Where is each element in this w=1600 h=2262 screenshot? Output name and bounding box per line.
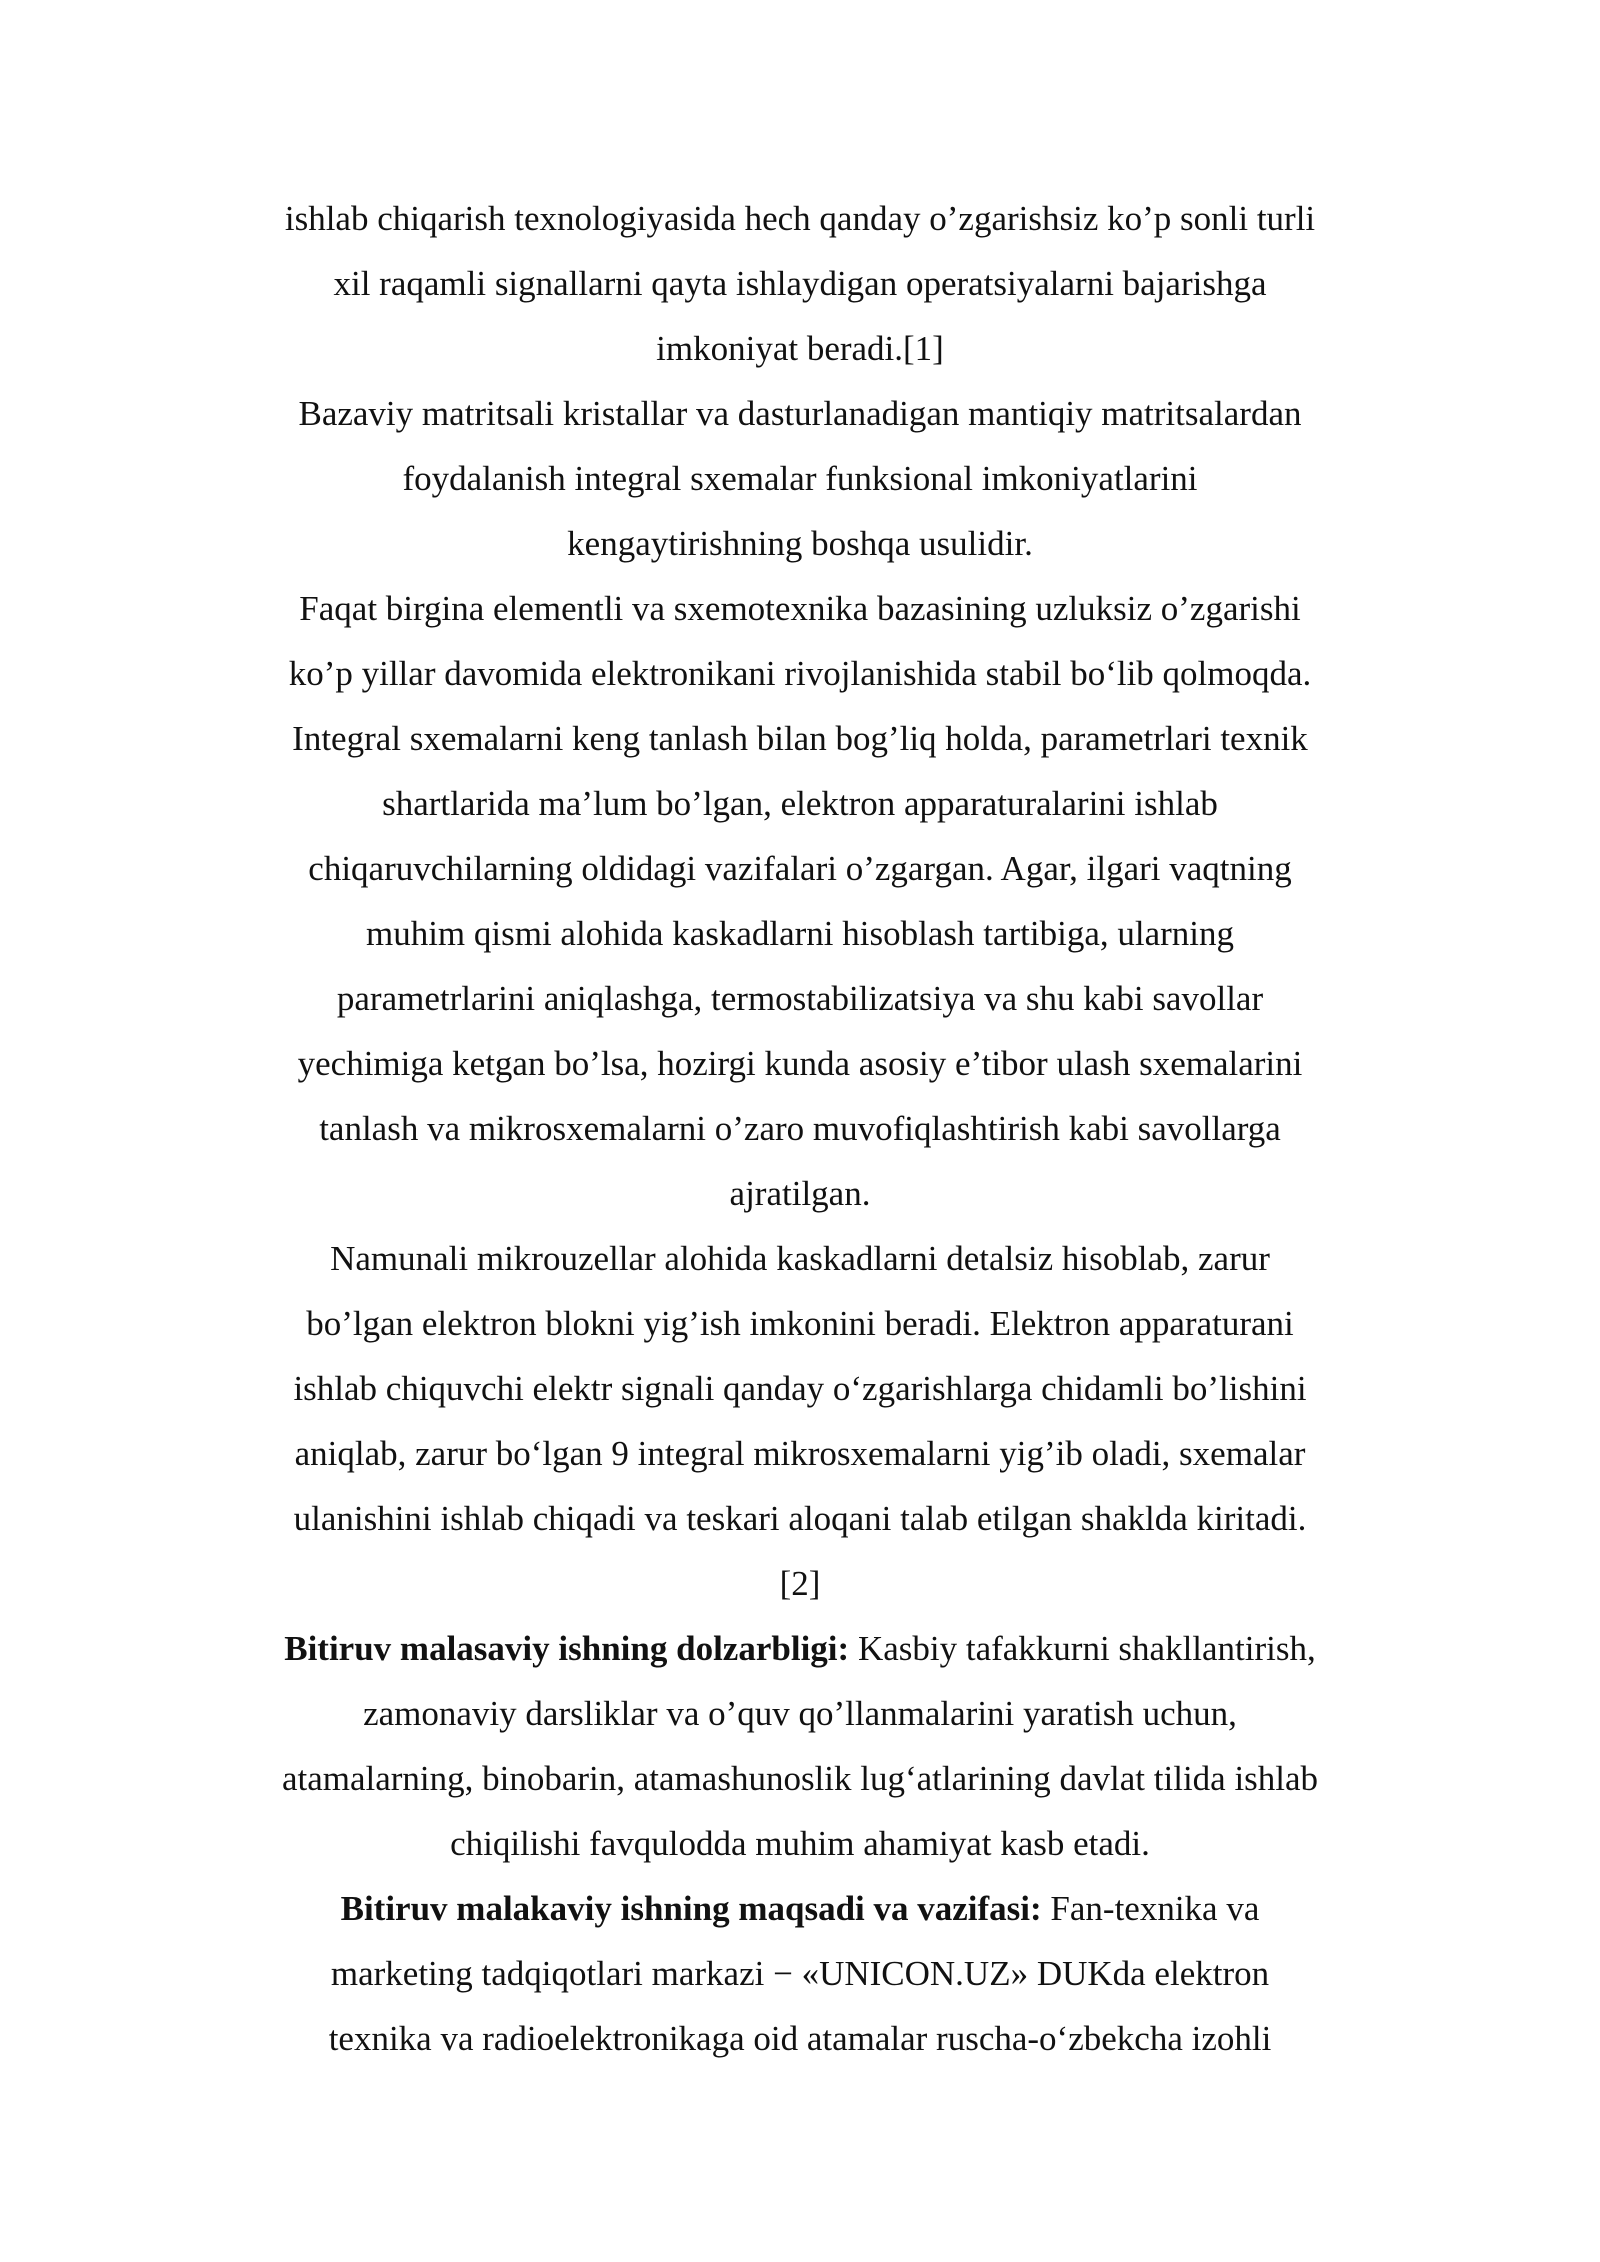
section-heading: Bitiruv malakaviy ishning maqsadi va vazifasi: [340,1889,1042,1928]
text-line: Bazaviy matritsali kristallar va dasturlanadigan mantiqiy matritsalardan [298,394,1302,433]
body-text [230,186,1370,2071]
text-line: Kasbiy tafakkurni shakllantirish, [849,1629,1316,1668]
citation-marker: [2] [779,1564,821,1603]
paragraph-intro [230,186,1370,381]
section-heading: Bitiruv malasaviy ishning dolzarbligi: [284,1629,850,1668]
text-line: shartlarida ma’lum bo’lgan, elektron apparaturalarini ishlab [382,784,1218,823]
text-line: yechimiga ketgan bo’lsa, hozirgi kunda asosiy e’tibor ulash sxemalarini [297,1044,1303,1083]
text-line: ajratilgan. [729,1174,871,1213]
text-line: Namunali mikrouzellar alohida kaskadlarni detalsiz hisoblab, zarur [330,1239,1270,1278]
text-line: parametrlarini aniqlashga, termostabilizatsiya va shu kabi savollar [336,979,1264,1018]
text-line: imkoniyat beradi.[1] [656,329,944,368]
text-line: ishlab chiquvchi elektr signali qanday o‘zgarishlarga chidamli bo’lishini [293,1369,1307,1408]
text-line: Faqat birgina elementli va sxemotexnika bazasining uzluksiz o’zgarishi [299,589,1301,628]
text-line: chiqilishi favqulodda muhim ahamiyat kasb etadi. [450,1824,1150,1863]
text-line: zamonaviy darsliklar va o’quv qo’llanmalarini yaratish uchun, [363,1694,1237,1733]
text-line: aniqlab, zarur bo‘lgan 9 integral mikrosxemalarni yig’ib oladi, sxemalar [294,1434,1306,1473]
section-maqsadi [230,1876,1370,2071]
text-line: chiqaruvchilarning oldidagi vazifalari o’zgargan. Agar, ilgari vaqtning [308,849,1292,888]
text-line: bo’lgan elektron blokni yig’ish imkonini beradi. Elektron apparaturani [306,1304,1294,1343]
text-line: kengaytirishning boshqa usulidir. [567,524,1033,563]
text-line: ishlab chiqarish texnologiyasida hech qanday o’zgarishsiz ko’p sonli turli [284,199,1316,238]
text-line: ulanishini ishlab chiqadi va teskari aloqani talab etilgan shaklda kiritadi. [293,1499,1307,1538]
text-line: marketing tadqiqotlari markazi − «UNICON.UZ» DUKda elektron [330,1954,1270,1993]
paragraph-bazaviy [230,381,1370,576]
text-line: texnika va radioelektronikaga oid atamalar ruscha-o‘zbekcha izohli [328,2019,1272,2058]
text-line: atamalarning, binobarin, atamashunoslik lug‘atlarining davlat tilida ishlab [281,1759,1319,1798]
text-line: foydalanish integral sxemalar funksional imkoniyatlarini [402,459,1198,498]
paragraph-faqat [230,576,1370,1226]
text-line: xil raqamli signallarni qayta ishlaydigan operatsiyalarni bajarishga [333,264,1267,303]
text-line: muhim qismi alohida kaskadlarni hisoblash tartibiga, ularning [365,914,1235,953]
text-line: Integral sxemalarni keng tanlash bilan bog’liq holda, parametrlari texnik [292,719,1308,758]
text-line: tanlash va mikrosxemalarni o’zaro muvofiqlashtirish kabi savollarga [319,1109,1281,1148]
paragraph-namunali [230,1226,1370,1616]
text-line: ko’p yillar davomida elektronikani rivojlanishida stabil bo‘lib qolmoqda. [288,654,1312,693]
text-line: Fan-texnika va [1041,1889,1260,1928]
section-dolzarbligi [230,1616,1370,1876]
